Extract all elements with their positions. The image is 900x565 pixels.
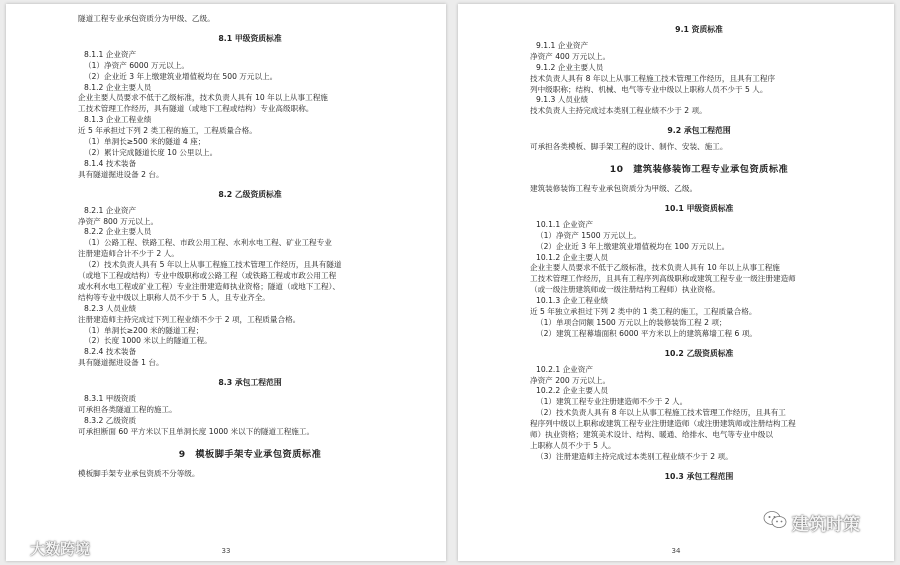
watermark-right xyxy=(763,510,860,535)
text-line: （2）企业近 3 年上缴建筑业增值税均在 500 万元以上。 xyxy=(84,71,278,81)
text-line: 10.1.3 企业工程业绩 xyxy=(536,296,609,306)
chapter-heading: 9 模板脚手架专业承包资质标准 xyxy=(178,448,322,460)
text-line: （1）单洞长≥500 米的隧道 4 座； xyxy=(84,137,206,147)
section-heading: 8.3 承包工程范围 xyxy=(218,378,282,388)
text-line: 10.2.2 企业主要人员 xyxy=(536,386,609,396)
section-heading: 10.2 乙级资质标准 xyxy=(664,348,734,358)
text-line: （2）技术负责人具有 8 年以上从事工程施工技术管理工作经历，且具有工 xyxy=(536,408,786,418)
text-line: （1）公路工程、铁路工程、市政公用工程、水利水电工程、矿业工程专业 xyxy=(84,238,332,248)
text-line: （1）净资产 6000 万元以上。 xyxy=(84,60,189,70)
text-line: （1）建筑工程专业注册建造师不少于 2 人。 xyxy=(536,397,688,407)
section-heading: 8.2 乙级资质标准 xyxy=(218,189,282,199)
page-body xyxy=(6,4,446,480)
text-line: 隧道工程专业承包资质分为甲级、乙级。 xyxy=(78,14,215,23)
text-line: 技术负责人具有 8 年以上从事工程施工技术管理工作经历，且具有工程序 xyxy=(530,73,776,83)
text-line: 结构等专业中级以上职称人员不少于 5 人，且专业齐全。 xyxy=(78,292,270,302)
text-line: 10.2.1 企业资产 xyxy=(536,364,593,374)
text-line: 8.1.3 企业工程业绩 xyxy=(84,115,152,125)
text-line: 8.1.2 企业主要人员 xyxy=(84,82,152,92)
text-line: 近 5 年承担过下列 2 类工程的施工，工程质量合格。 xyxy=(78,126,257,136)
text-line: 列中级职称；结构、机械、电气等专业中级以上职称人员不少于 5 人。 xyxy=(530,84,768,94)
section-heading: 9.2 承包工程范围 xyxy=(667,126,731,136)
wechat-icon xyxy=(763,510,787,535)
section-heading: 9.1 资质标准 xyxy=(675,25,723,34)
watermark-left-text: 大数跨境 xyxy=(30,540,91,558)
document-page-33 xyxy=(6,4,446,561)
brand-logo-icon xyxy=(8,539,26,559)
text-line: （1）净资产 1500 万元以上。 xyxy=(536,230,641,240)
text-line: 企业主要人员要求不低于乙级标准，技术负责人具有 10 年以上从事工程施 xyxy=(78,93,328,103)
text-line: 8.2.1 企业资产 xyxy=(84,205,137,215)
section-heading: 10.1 甲级资质标准 xyxy=(664,203,734,213)
text-line: 8.2.2 企业主要人员 xyxy=(84,227,152,237)
text-line: 10.1.2 企业主要人员 xyxy=(536,252,609,262)
text-line: 8.3.2 乙级资质 xyxy=(84,415,137,425)
text-line: 工技术管理工作经历，具有隧道（或地下工程或结构）专业高级职称。 xyxy=(78,104,314,114)
text-line: 9.1.2 企业主要人员 xyxy=(536,62,604,72)
section-heading: 10.3 承包工程范围 xyxy=(664,471,734,481)
text-line: （或一级注册建筑师或一级注册结构工程师）执业资格。 xyxy=(530,285,720,295)
text-line: 可承担各类隧道工程的施工。 xyxy=(78,405,177,414)
text-line: 8.1.4 技术装备 xyxy=(84,158,137,168)
document-page-34 xyxy=(458,4,894,561)
text-line: （2）建筑工程幕墙面积 6000 平方米以上的建筑幕墙工程 6 项。 xyxy=(536,328,757,338)
text-line: 注册建造师合计不少于 2 人。 xyxy=(78,249,179,259)
text-line: （1）单项合同额 1500 万元以上的装修装饰工程 2 项； xyxy=(536,317,727,327)
text-line: （或地下工程或结构）专业中级职称或公路工程（或铁路工程或市政公用工程 xyxy=(78,271,337,281)
text-line: 10.1.1 企业资产 xyxy=(536,219,593,229)
text-line: 8.3.1 甲级资质 xyxy=(84,394,137,404)
text-line: 企业主要人员要求不低于乙级标准，技术负责人具有 10 年以上从事工程施 xyxy=(530,263,780,273)
watermark-left xyxy=(8,538,90,559)
text-line: 8.1.1 企业资产 xyxy=(84,49,137,59)
text-line: 师）执业资格；建筑美术设计、结构、暖通、给排水、电气等专业中级以 xyxy=(530,430,773,440)
page-body xyxy=(458,4,894,488)
text-line: （1）单洞长≥200 米的隧道工程； xyxy=(84,325,204,335)
text-line: 净资产 200 万元以上。 xyxy=(530,375,611,385)
text-line: 或水利水电工程或矿业工程）专业注册建造师执业资格；隧道（或地下工程）、 xyxy=(78,281,340,291)
text-line: 9.1.3 人员业绩 xyxy=(536,95,589,105)
text-line: 具有隧道掘进设备 1 台。 xyxy=(78,358,164,368)
page-number: 34 xyxy=(671,547,681,555)
text-line: 程序列中级以上职称或建筑工程专业注册建造师（或注册建筑师或注册结构工程 xyxy=(530,419,796,429)
text-line: 技术负责人主持完成过本类别工程业绩不少于 2 项。 xyxy=(530,106,707,116)
text-line: （3）注册建造师主持完成过本类别工程业绩不少于 2 项。 xyxy=(536,451,733,461)
section-heading: 8.1 甲级资质标准 xyxy=(218,33,282,43)
text-line: （2）技术负责人具有 5 年以上从事工程施工技术管理工作经历，且具有隧道 xyxy=(84,260,342,270)
text-line: 8.2.3 人员业绩 xyxy=(84,303,137,313)
text-line: 工技术管理工作经历，且具有工程序列高级职称或建筑工程专业一级注册建造师 xyxy=(530,274,796,284)
text-line: （2）长度 1000 米以上的隧道工程。 xyxy=(84,336,212,346)
watermark-right-text: 建筑时策 xyxy=(792,515,860,535)
text-line: 建筑装修装饰工程专业承包资质分为甲级、乙级。 xyxy=(530,183,698,193)
text-line: （2）企业近 3 年上缴建筑业增值税均在 100 万元以上。 xyxy=(536,241,730,251)
text-line: 可承担各类模板、脚手架工程的设计、制作、安装、施工。 xyxy=(530,142,728,152)
page-number: 33 xyxy=(221,547,231,555)
text-line: 近 5 年独立承担过下列 2 类中的 1 类工程的施工，工程质量合格。 xyxy=(530,307,757,317)
text-line: 8.2.4 技术装备 xyxy=(84,347,137,357)
text-line: 上职称人员不少于 5 人。 xyxy=(530,441,616,450)
text-line: 净资产 400 万元以上。 xyxy=(530,51,611,61)
text-line: 模板脚手架专业承包资质不分等级。 xyxy=(78,468,200,478)
text-line: 净资产 800 万元以上。 xyxy=(78,216,159,226)
text-line: 9.1.1 企业资产 xyxy=(536,40,589,50)
text-line: 注册建造师主持完成过下列工程业绩不少于 2 项，工程质量合格。 xyxy=(78,314,301,324)
text-line: （2）累计完成隧道长度 10 公里以上。 xyxy=(84,147,218,157)
text-line: 具有隧道掘进设备 2 台。 xyxy=(78,169,164,179)
text-line: 可承担断面 60 平方米以下且单洞长度 1000 米以下的隧道工程施工。 xyxy=(78,426,315,436)
chapter-heading: 10 建筑装修装饰工程专业承包资质标准 xyxy=(609,164,789,176)
